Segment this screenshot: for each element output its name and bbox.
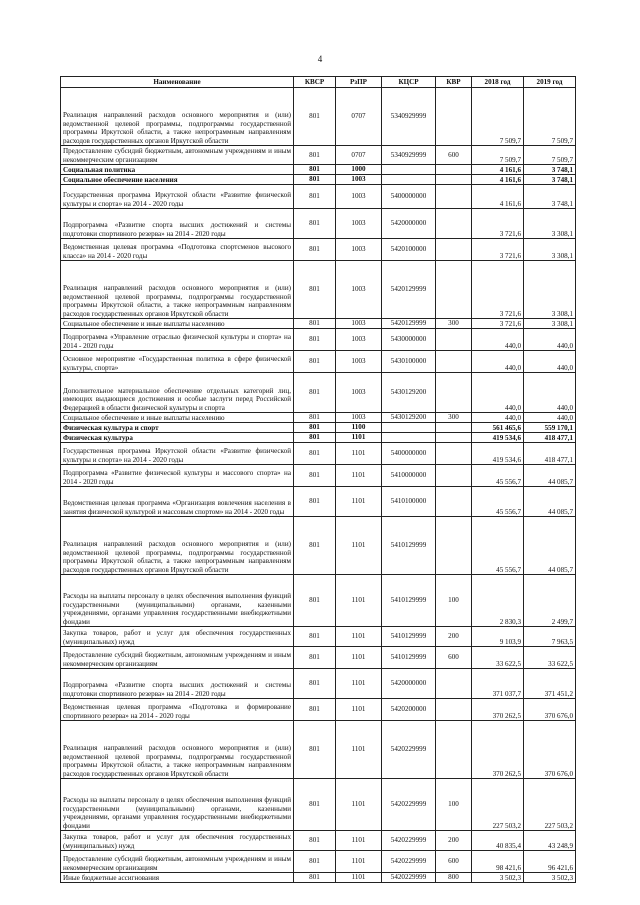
row-kvr: 600	[436, 146, 472, 165]
table-row	[61, 261, 576, 319]
row-value-2019: 96 421,6	[524, 851, 576, 873]
row-rzpr: 1101	[336, 433, 382, 443]
row-kcsr: 5420200000	[382, 699, 436, 721]
row-value-2019: 3 308,1	[524, 209, 576, 239]
row-kvsr: 801	[294, 647, 336, 669]
row-value-2018: 440,0	[472, 351, 524, 373]
row-kvsr: 801	[294, 413, 336, 423]
row-kvsr: 801	[294, 517, 336, 575]
row-value-2018: 3 721,6	[472, 319, 524, 329]
table-row	[61, 575, 576, 627]
table-row	[61, 319, 576, 329]
row-rzpr: 1101	[336, 627, 382, 647]
table-row	[61, 175, 576, 185]
row-rzpr: 1101	[336, 851, 382, 873]
row-kvsr: 801	[294, 443, 336, 465]
row-rzpr: 1000	[336, 165, 382, 175]
row-kcsr	[382, 165, 436, 175]
row-value-2019: 370 676,0	[524, 721, 576, 779]
row-name: Предоставление субсидий бюджетным, автономным учреждениям и иным некоммерческим организациям	[61, 647, 294, 669]
row-kvsr: 801	[294, 165, 336, 175]
row-value-2018: 3 721,6	[472, 239, 524, 261]
row-name: Социальное обеспечение населения	[61, 175, 294, 185]
row-name: Социальное обеспечение и иные выплаты населению	[61, 319, 294, 329]
header-row	[61, 77, 576, 88]
header-2018: 2018 год	[472, 77, 524, 88]
row-kcsr: 5410129999	[382, 575, 436, 627]
row-kvsr: 801	[294, 351, 336, 373]
row-value-2019: 3 308,1	[524, 319, 576, 329]
row-value-2018: 98 421,6	[472, 851, 524, 873]
table-row	[61, 465, 576, 487]
table-row	[61, 423, 576, 433]
row-kcsr: 5410129999	[382, 647, 436, 669]
row-value-2018: 3 502,3	[472, 873, 524, 883]
row-value-2019: 559 170,1	[524, 423, 576, 433]
row-value-2018: 3 721,6	[472, 261, 524, 319]
row-kcsr	[382, 175, 436, 185]
row-rzpr: 1101	[336, 721, 382, 779]
row-kcsr: 5340929999	[382, 146, 436, 165]
row-kvsr: 801	[294, 88, 336, 146]
table-row	[61, 185, 576, 209]
row-value-2018: 370 262,5	[472, 721, 524, 779]
row-rzpr: 1101	[336, 699, 382, 721]
row-kcsr: 5340929999	[382, 88, 436, 146]
row-value-2019: 7 509,7	[524, 88, 576, 146]
table-row	[61, 647, 576, 669]
row-value-2018: 440,0	[472, 413, 524, 423]
row-kvr	[436, 261, 472, 319]
row-value-2018: 45 556,7	[472, 487, 524, 517]
row-kvr: 800	[436, 873, 472, 883]
table-row	[61, 433, 576, 443]
row-kcsr: 5420229999	[382, 721, 436, 779]
row-kvr	[436, 88, 472, 146]
table-row	[61, 239, 576, 261]
row-value-2019: 44 085,7	[524, 487, 576, 517]
row-value-2019: 3 308,1	[524, 239, 576, 261]
row-kvsr: 801	[294, 433, 336, 443]
budget-table	[60, 76, 576, 883]
row-value-2019: 3 748,1	[524, 175, 576, 185]
header-kcsr: КЦСР	[382, 77, 436, 88]
row-kvr	[436, 165, 472, 175]
row-kvr	[436, 351, 472, 373]
row-value-2019: 370 676,0	[524, 699, 576, 721]
row-value-2019: 3 502,3	[524, 873, 576, 883]
row-kvsr: 801	[294, 209, 336, 239]
row-value-2019: 3 748,1	[524, 165, 576, 175]
row-kvr	[436, 669, 472, 699]
table-row	[61, 165, 576, 175]
row-kvr	[436, 517, 472, 575]
row-name: Реализация направлений расходов основного мероприятия и (или) ведомственной целевой программы, подпрограммы государственной программы Иркутской области, а также непрограммным направлениям расходов государственных органов Иркутской области	[61, 88, 294, 146]
row-kcsr: 5430100000	[382, 351, 436, 373]
row-value-2018: 4 161,6	[472, 185, 524, 209]
row-kvsr: 801	[294, 699, 336, 721]
row-value-2018: 9 103,9	[472, 627, 524, 647]
row-value-2018: 2 830,3	[472, 575, 524, 627]
row-kcsr: 5420000000	[382, 209, 436, 239]
row-kcsr: 5410000000	[382, 465, 436, 487]
row-value-2019: 440,0	[524, 373, 576, 413]
row-name: Реализация направлений расходов основного мероприятия и (или) ведомственной целевой программы, подпрограммы государственной программы Иркутской области, а также непрограммным направлениям расходов государственных органов Иркутской области	[61, 517, 294, 575]
row-name: Подпрограмма «Развитие спорта высших достижений и системы подготовки спортивного резерва» на 2014 - 2020 годы	[61, 669, 294, 699]
row-value-2018: 440,0	[472, 329, 524, 351]
row-name: Основное мероприятие «Государственная политика в сфере физической культуры, спорта»	[61, 351, 294, 373]
row-value-2019: 3 308,1	[524, 261, 576, 319]
row-value-2018: 419 534,6	[472, 443, 524, 465]
row-rzpr: 1101	[336, 873, 382, 883]
row-value-2018: 7 509,7	[472, 88, 524, 146]
page-number: 4	[317, 54, 323, 64]
row-kcsr: 5430129200	[382, 413, 436, 423]
row-name: Государственная программа Иркутской области «Развитие физической культуры и спорта» на 2014 - 2020 годы	[61, 185, 294, 209]
row-kvsr: 801	[294, 575, 336, 627]
row-kcsr: 5410129999	[382, 627, 436, 647]
row-value-2018: 371 037,7	[472, 669, 524, 699]
row-name: Реализация направлений расходов основного мероприятия и (или) ведомственной целевой программы, подпрограммы государственной программы Иркутской области, а также непрограммным направлениям расходов государственных органов Иркутской области	[61, 721, 294, 779]
row-kvsr: 801	[294, 261, 336, 319]
row-kcsr: 5420229999	[382, 831, 436, 851]
row-value-2018: 4 161,6	[472, 165, 524, 175]
row-name: Физическая культура и спорт	[61, 423, 294, 433]
table-row	[61, 146, 576, 165]
row-rzpr: 1003	[336, 351, 382, 373]
row-value-2019: 44 085,7	[524, 465, 576, 487]
row-kvr	[436, 329, 472, 351]
row-value-2018: 227 503,2	[472, 779, 524, 831]
row-kvsr: 801	[294, 721, 336, 779]
row-name: Закупка товаров, работ и услуг для обеспечения государственных (муниципальных) нужд	[61, 627, 294, 647]
row-name: Подпрограмма «Развитие спорта высших достижений и системы подготовки спортивного резерва» на 2014 - 2020 годы	[61, 209, 294, 239]
table-row	[61, 851, 576, 873]
row-value-2019: 418 477,1	[524, 443, 576, 465]
row-rzpr: 1003	[336, 319, 382, 329]
row-kvr	[436, 487, 472, 517]
row-kvr: 200	[436, 831, 472, 851]
row-kcsr: 5420229999	[382, 779, 436, 831]
row-name: Ведомственная целевая программа «Подготовка и формирование спортивного резерва» на 2014 - 2020 годы	[61, 699, 294, 721]
row-value-2018: 45 556,7	[472, 517, 524, 575]
row-kcsr	[382, 433, 436, 443]
row-name: Подпрограмма «Развитие физической культуры и массового спорта» на 2014 - 2020 годы	[61, 465, 294, 487]
table-row	[61, 88, 576, 146]
row-rzpr: 1003	[336, 413, 382, 423]
row-rzpr: 1101	[336, 487, 382, 517]
row-name: Расходы на выплаты персоналу в целях обеспечения выполнения функций государственными (муниципальными) органами, казенными учреждениями, органами управления государственными внебюджетными фондами	[61, 779, 294, 831]
row-rzpr: 1003	[336, 373, 382, 413]
row-kcsr: 5420129999	[382, 319, 436, 329]
row-name: Иные бюджетные ассигнования	[61, 873, 294, 883]
row-kvsr: 801	[294, 831, 336, 851]
row-name: Предоставление субсидий бюджетным, автономным учреждениям и иным некоммерческим организациям	[61, 146, 294, 165]
row-kvsr: 801	[294, 465, 336, 487]
row-kvsr: 801	[294, 373, 336, 413]
table-row	[61, 351, 576, 373]
row-rzpr: 0707	[336, 146, 382, 165]
row-value-2019: 3 748,1	[524, 185, 576, 209]
row-kvr: 100	[436, 779, 472, 831]
row-name: Предоставление субсидий бюджетным, автономным учреждениям и иным некоммерческим организациям	[61, 851, 294, 873]
row-kvsr: 801	[294, 146, 336, 165]
row-name: Дополнительное материальное обеспечение отдельных категорий лиц, имеющих выдающиеся достижения и особые заслуги перед Российской Федерацией в области физической культуры и спорта	[61, 373, 294, 413]
row-kvsr: 801	[294, 319, 336, 329]
row-kvr: 300	[436, 413, 472, 423]
row-name: Социальная политика	[61, 165, 294, 175]
row-rzpr: 1003	[336, 175, 382, 185]
row-rzpr: 1101	[336, 465, 382, 487]
row-kvr	[436, 465, 472, 487]
row-kvsr: 801	[294, 851, 336, 873]
table-row	[61, 669, 576, 699]
header-name: Наименование	[61, 77, 294, 88]
row-kvsr: 801	[294, 423, 336, 433]
row-value-2018: 3 721,6	[472, 209, 524, 239]
row-value-2019: 2 499,7	[524, 575, 576, 627]
row-value-2018: 7 509,7	[472, 146, 524, 165]
row-rzpr: 1101	[336, 647, 382, 669]
row-kvsr: 801	[294, 487, 336, 517]
row-kvr: 300	[436, 319, 472, 329]
row-kvr: 100	[436, 575, 472, 627]
row-kvsr: 801	[294, 185, 336, 209]
row-kvr	[436, 373, 472, 413]
row-kvr: 600	[436, 851, 472, 873]
row-rzpr: 1101	[336, 517, 382, 575]
row-name: Реализация направлений расходов основного мероприятия и (или) ведомственной целевой программы, подпрограммы государственной программы Иркутской области, а также непрограммным направлениям расходов государственных органов Иркутской области	[61, 261, 294, 319]
row-rzpr: 0707	[336, 88, 382, 146]
row-kcsr: 5420229999	[382, 851, 436, 873]
row-kvr	[436, 175, 472, 185]
row-kcsr: 5400000000	[382, 185, 436, 209]
row-kcsr: 5400000000	[382, 443, 436, 465]
row-kcsr: 5410129999	[382, 517, 436, 575]
row-rzpr: 1101	[336, 779, 382, 831]
row-value-2019: 7 509,7	[524, 146, 576, 165]
table-row	[61, 699, 576, 721]
row-kcsr	[382, 423, 436, 433]
row-kvsr: 801	[294, 873, 336, 883]
row-value-2019: 7 963,5	[524, 627, 576, 647]
header-kvsr: КВСР	[294, 77, 336, 88]
row-value-2019: 44 085,7	[524, 517, 576, 575]
row-rzpr: 1101	[336, 831, 382, 851]
row-kvsr: 801	[294, 239, 336, 261]
row-kvr	[436, 721, 472, 779]
row-kvr	[436, 423, 472, 433]
row-kvsr: 801	[294, 627, 336, 647]
row-rzpr: 1101	[336, 575, 382, 627]
row-name: Ведомственная целевая программа «Организация вовлечения населения в занятия физической культурой и массовым спортом» на 2014 - 2020 годы	[61, 487, 294, 517]
row-kcsr: 5420229999	[382, 873, 436, 883]
row-rzpr: 1003	[336, 329, 382, 351]
table-row	[61, 413, 576, 423]
row-value-2019: 227 503,2	[524, 779, 576, 831]
row-name: Государственная программа Иркутской области «Развитие физической культуры и спорта» на 2014 - 2020 годы	[61, 443, 294, 465]
table-row	[61, 779, 576, 831]
row-kvr	[436, 185, 472, 209]
row-kvr: 600	[436, 647, 472, 669]
header-2019: 2019 год	[524, 77, 576, 88]
row-value-2018: 40 835,4	[472, 831, 524, 851]
row-name: Расходы на выплаты персоналу в целях обеспечения выполнения функций государственными (муниципальными) органами, казенными учреждениями, органами управления государственными внебюджетными фондами	[61, 575, 294, 627]
row-value-2019: 418 477,1	[524, 433, 576, 443]
row-value-2019: 33 622,5	[524, 647, 576, 669]
row-kvr	[436, 699, 472, 721]
row-value-2019: 440,0	[524, 413, 576, 423]
table-row	[61, 487, 576, 517]
row-kvr	[436, 433, 472, 443]
row-value-2019: 440,0	[524, 329, 576, 351]
row-kcsr: 5430000000	[382, 329, 436, 351]
row-kvsr: 801	[294, 175, 336, 185]
row-kvsr: 801	[294, 329, 336, 351]
row-rzpr: 1100	[336, 423, 382, 433]
row-kvr	[436, 239, 472, 261]
row-value-2019: 440,0	[524, 351, 576, 373]
row-rzpr: 1101	[336, 669, 382, 699]
row-name: Социальное обеспечение и иные выплаты населению	[61, 413, 294, 423]
row-value-2018: 419 534,6	[472, 433, 524, 443]
table-row	[61, 373, 576, 413]
row-value-2018: 4 161,6	[472, 175, 524, 185]
row-value-2018: 370 262,5	[472, 699, 524, 721]
header-rzpr: РзПР	[336, 77, 382, 88]
row-kvsr: 801	[294, 669, 336, 699]
row-name: Закупка товаров, работ и услуг для обеспечения государственных (муниципальных) нужд	[61, 831, 294, 851]
row-value-2018: 33 622,5	[472, 647, 524, 669]
table-row	[61, 831, 576, 851]
table-row	[61, 209, 576, 239]
row-rzpr: 1003	[336, 261, 382, 319]
row-value-2019: 371 451,2	[524, 669, 576, 699]
row-kcsr: 5420000000	[382, 669, 436, 699]
table-row	[61, 329, 576, 351]
row-value-2019: 43 248,9	[524, 831, 576, 851]
row-value-2018: 45 556,7	[472, 465, 524, 487]
row-name: Подпрограмма «Управление отраслью физической культуры и спорта» на 2014 - 2020 годы	[61, 329, 294, 351]
table-row	[61, 873, 576, 883]
table-row	[61, 721, 576, 779]
row-kvr	[436, 209, 472, 239]
row-kcsr: 5420100000	[382, 239, 436, 261]
row-rzpr: 1003	[336, 239, 382, 261]
row-value-2018: 440,0	[472, 373, 524, 413]
row-kcsr: 5420129999	[382, 261, 436, 319]
row-kcsr: 5430129200	[382, 373, 436, 413]
header-kvr: КВР	[436, 77, 472, 88]
row-rzpr: 1003	[336, 185, 382, 209]
row-kvsr: 801	[294, 779, 336, 831]
row-rzpr: 1003	[336, 209, 382, 239]
row-value-2018: 561 465,6	[472, 423, 524, 433]
row-kvr: 200	[436, 627, 472, 647]
table-row	[61, 517, 576, 575]
row-name: Физическая культура	[61, 433, 294, 443]
row-rzpr: 1101	[336, 443, 382, 465]
table-row	[61, 443, 576, 465]
table-row	[61, 627, 576, 647]
row-name: Ведомственная целевая программа «Подготовка спортсменов высокого класса» на 2014 - 2020 годы	[61, 239, 294, 261]
row-kvr	[436, 443, 472, 465]
row-kcsr: 5410100000	[382, 487, 436, 517]
